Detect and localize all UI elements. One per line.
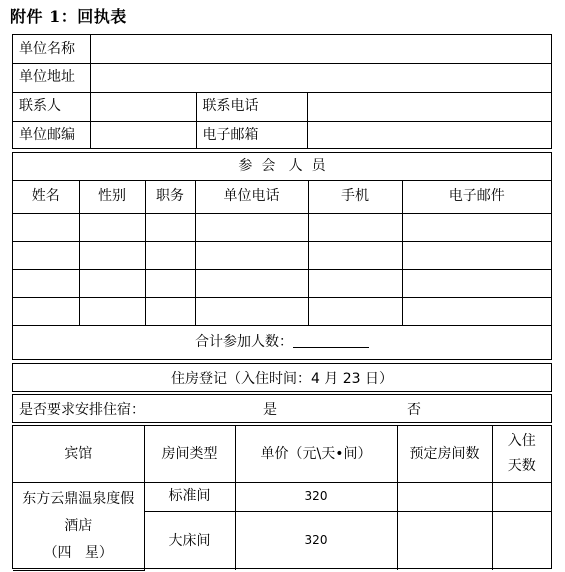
attendee-cell[interactable] — [13, 269, 79, 297]
attendee-cell[interactable] — [79, 269, 145, 297]
attendees-section — [12, 152, 552, 360]
accommodation-no-option[interactable]: 否 — [407, 401, 421, 418]
accommodation-question: 是否要求安排住宿： — [19, 401, 145, 418]
col-room-type: 房间类型 — [144, 426, 235, 482]
hotel-name-line1: 东方云鼎温泉度假 — [22, 490, 135, 507]
total-attendees-blank[interactable] — [293, 333, 369, 348]
attendee-cell[interactable] — [145, 241, 195, 269]
housing-header-section — [12, 363, 552, 392]
attendee-cell[interactable] — [308, 241, 402, 269]
accommodation-question-section — [12, 394, 552, 423]
hotel-table — [13, 426, 551, 571]
col-price: 单价（元\天•间） — [235, 426, 397, 482]
postcode-label: 单位邮编 — [13, 121, 90, 148]
phone-label: 联系电话 — [196, 92, 307, 121]
col-days-line2: 天数 — [507, 457, 536, 474]
attendee-row — [13, 269, 551, 297]
col-gender: 性别 — [79, 180, 145, 213]
hotel-name-line2: 酒店 — [64, 517, 93, 534]
housing-header: 住房登记（入住时间：4 月 23 日） — [170, 370, 394, 387]
attendee-cell[interactable] — [402, 241, 551, 269]
hotel-section — [12, 425, 552, 569]
days-standard-field[interactable] — [492, 482, 551, 511]
attendee-cell[interactable] — [308, 269, 402, 297]
col-name: 姓名 — [13, 180, 79, 213]
col-days — [492, 426, 551, 482]
hotel-name — [13, 482, 144, 570]
unit-info-table — [13, 35, 551, 148]
unit-address-label: 单位地址 — [13, 63, 90, 92]
room-type-standard: 标准间 — [144, 482, 235, 511]
unit-name-field[interactable] — [90, 35, 551, 63]
attendee-cell[interactable] — [308, 213, 402, 241]
postcode-field[interactable] — [90, 121, 196, 148]
accommodation-yes-option[interactable]: 是 — [263, 401, 277, 418]
attendee-cell[interactable] — [195, 241, 308, 269]
days-king-field[interactable] — [492, 511, 551, 570]
attendee-row — [13, 241, 551, 269]
price-standard: 320 — [235, 482, 397, 511]
contact-field[interactable] — [90, 92, 196, 121]
rooms-king-field[interactable] — [397, 511, 492, 570]
hotel-rating: （四 星） — [43, 544, 113, 561]
phone-field[interactable] — [307, 92, 551, 121]
col-days-line1: 入住 — [507, 432, 536, 449]
page-title: 附件 1：回执表 — [10, 7, 127, 26]
col-email: 电子邮件 — [402, 180, 551, 213]
unit-address-field[interactable] — [90, 63, 551, 92]
attendee-cell[interactable] — [79, 297, 145, 325]
contact-label: 联系人 — [13, 92, 90, 121]
attendee-row — [13, 213, 551, 241]
attendee-cell[interactable] — [13, 213, 79, 241]
email-label: 电子邮箱 — [196, 121, 307, 148]
attendee-cell[interactable] — [145, 213, 195, 241]
price-king: 320 — [235, 511, 397, 570]
email-field[interactable] — [307, 121, 551, 148]
attendee-cell[interactable] — [402, 269, 551, 297]
attendees-header: 参 会 人 员 — [13, 153, 551, 180]
attendee-row — [13, 297, 551, 325]
attendee-cell[interactable] — [79, 213, 145, 241]
total-attendees — [13, 325, 551, 358]
attendee-cell[interactable] — [195, 269, 308, 297]
attendee-cell[interactable] — [79, 241, 145, 269]
unit-info-section — [12, 34, 552, 149]
attendee-cell[interactable] — [13, 241, 79, 269]
col-position: 职务 — [145, 180, 195, 213]
attendee-cell[interactable] — [145, 269, 195, 297]
col-office-phone: 单位电话 — [195, 180, 308, 213]
unit-name-label: 单位名称 — [13, 35, 90, 63]
col-hotel: 宾馆 — [13, 426, 144, 482]
attendee-cell[interactable] — [195, 297, 308, 325]
room-type-king: 大床间 — [144, 511, 235, 570]
col-rooms: 预定房间数 — [397, 426, 492, 482]
attendee-cell[interactable] — [402, 213, 551, 241]
col-mobile: 手机 — [308, 180, 402, 213]
attendee-cell[interactable] — [195, 213, 308, 241]
attendee-cell[interactable] — [145, 297, 195, 325]
total-attendees-label: 合计参加人数： — [195, 333, 293, 350]
attendee-cell[interactable] — [308, 297, 402, 325]
attendee-cell[interactable] — [13, 297, 79, 325]
attendees-table — [13, 153, 551, 358]
attendee-cell[interactable] — [402, 297, 551, 325]
rooms-standard-field[interactable] — [397, 482, 492, 511]
